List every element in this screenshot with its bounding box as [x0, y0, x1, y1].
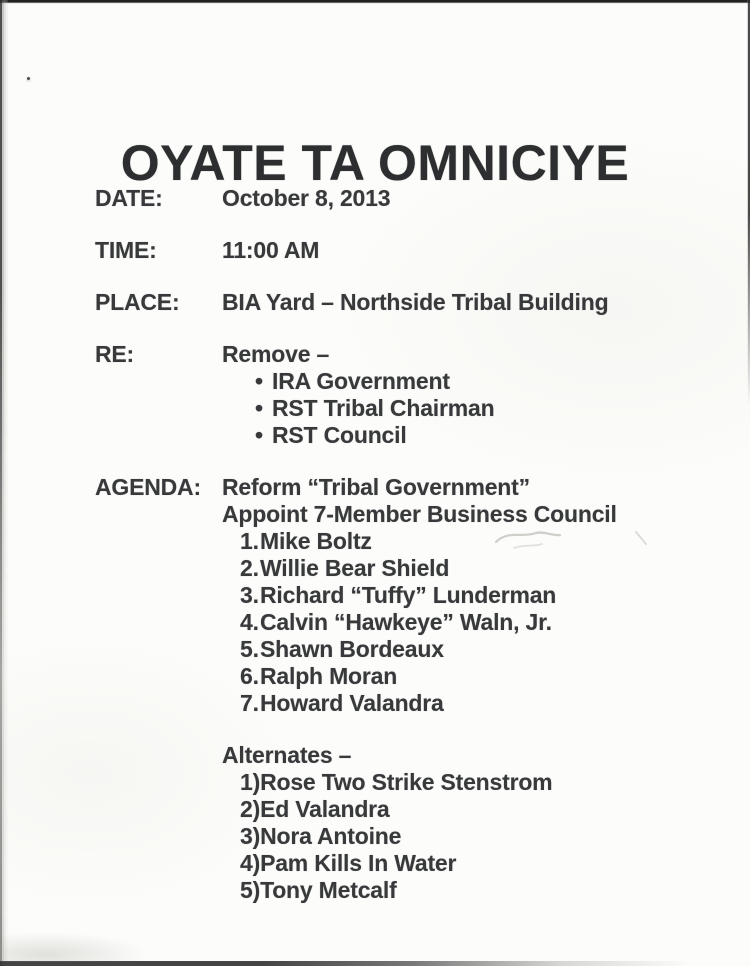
scan-smudge-bottom-left [0, 932, 150, 962]
item-number: 4) [240, 850, 261, 876]
item-number: 3. [240, 582, 259, 608]
alternate-name: Tony Metcalf [260, 877, 397, 903]
alternate-item [222, 769, 722, 796]
agenda-line-1: Reform “Tribal Government” [222, 474, 530, 500]
field-label-time: TIME: [95, 237, 157, 263]
field-row-place [95, 289, 722, 316]
council-member-name: Howard Valandra [260, 690, 444, 716]
bullet-icon: • [255, 422, 263, 448]
council-member-name: Willie Bear Shield [260, 555, 450, 581]
alternate-item [222, 823, 722, 850]
alternate-item [222, 877, 722, 904]
agenda-line-2: Appoint 7-Member Business Council [222, 501, 617, 527]
alternate-name: Pam Kills In Water [260, 850, 457, 876]
bullet-icon: • [255, 368, 263, 394]
document-title: OYATE TA OMNICIYE [120, 134, 630, 191]
field-value-place: BIA Yard – Northside Tribal Building [222, 289, 609, 315]
re-heading: Remove – [222, 341, 330, 367]
field-label-re: RE: [95, 341, 135, 367]
bullet-item-text: IRA Government [272, 368, 450, 394]
field-label-date: DATE: [95, 185, 163, 211]
item-number: 2) [240, 796, 261, 822]
alternate-item [222, 850, 722, 877]
field-row-re [95, 341, 722, 449]
council-item [222, 609, 722, 636]
item-number: 1) [240, 769, 261, 795]
bullet-item [222, 368, 722, 395]
alternate-item [222, 796, 722, 823]
item-number: 2. [240, 555, 259, 581]
re-value-block [222, 341, 722, 449]
item-number: 6. [240, 663, 259, 689]
bullet-item [222, 422, 722, 449]
alternates-heading: Alternates – [222, 742, 352, 768]
item-number: 5) [240, 877, 261, 903]
field-row-agenda [95, 474, 722, 904]
bullet-item-text: RST Council [272, 422, 407, 448]
item-number: 7. [240, 690, 259, 716]
alternate-name: Rose Two Strike Stenstrom [260, 769, 553, 795]
council-member-name: Ralph Moran [260, 663, 398, 689]
council-item [222, 690, 722, 717]
scan-edge-bottom [0, 961, 750, 966]
council-item [222, 663, 722, 690]
remove-bullet-list [222, 368, 722, 449]
field-row-time [95, 237, 722, 264]
council-item [222, 555, 722, 582]
alternate-name: Ed Valandra [260, 796, 390, 822]
bullet-item-text: RST Tribal Chairman [272, 395, 495, 421]
council-item [222, 636, 722, 663]
item-number: 3) [240, 823, 261, 849]
council-member-name: Calvin “Hawkeye” Waln, Jr. [260, 609, 552, 635]
council-member-name: Mike Boltz [260, 528, 372, 554]
council-list [222, 528, 722, 717]
document-body [95, 185, 722, 929]
item-number: 4. [240, 609, 259, 635]
scan-speck [27, 77, 30, 80]
council-member-name: Shawn Bordeaux [260, 636, 444, 662]
bullet-item [222, 395, 722, 422]
field-label-agenda: AGENDA: [95, 474, 201, 500]
council-item [222, 528, 722, 555]
bullet-icon: • [255, 395, 263, 421]
item-number: 1. [240, 528, 259, 554]
agenda-value-block [222, 474, 722, 904]
scan-edge-top [0, 0, 750, 4]
alternate-name: Nora Antoine [260, 823, 402, 849]
field-value-time: 11:00 AM [222, 237, 320, 263]
item-number: 5. [240, 636, 259, 662]
council-item [222, 582, 722, 609]
field-label-place: PLACE: [95, 289, 180, 315]
field-row-date [95, 185, 722, 212]
alternates-list [222, 769, 722, 904]
council-member-name: Richard “Tuffy” Lunderman [260, 582, 557, 608]
field-value-date: October 8, 2013 [222, 185, 391, 211]
